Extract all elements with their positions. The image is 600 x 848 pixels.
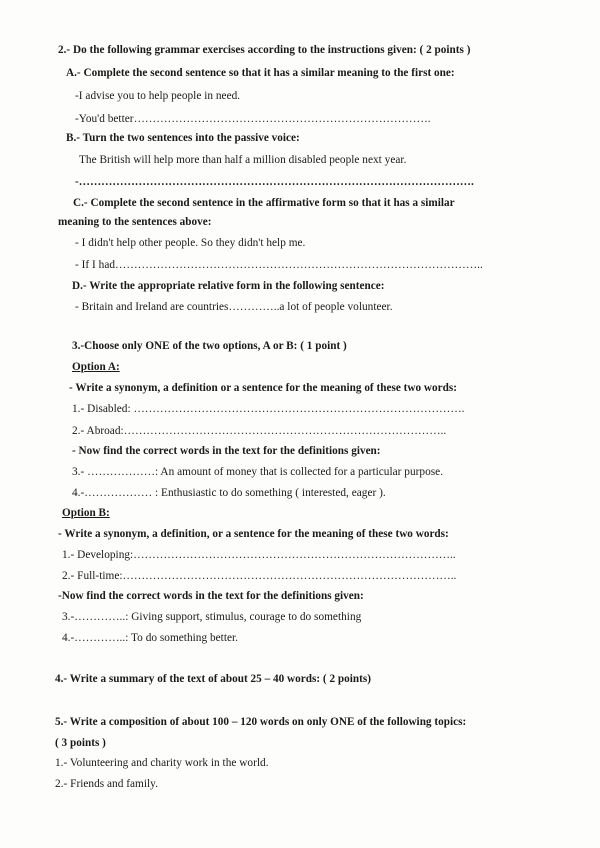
exercise-a-sentence: -I advise you to help people in need. [75,90,241,102]
option-b-label: Option B: [62,507,110,519]
option-a-word-1[interactable]: 1.- Disabled: ……………………………………………………………………………. [72,403,465,415]
option-a-definition-4[interactable]: 4.-……………… : Enthusiastic to do something ( interested, eager ). [72,487,386,499]
exercise-b-answer-line[interactable]: -……………………………………………………………………………………………. [75,176,474,188]
option-b-word-1[interactable]: 1.- Developing:………………………………………………………………………….. [62,549,456,561]
option-a-word-2[interactable]: 2.- Abroad:………………………………………………………………………….. [72,425,447,437]
section5-heading: 5.- Write a composition of about 100 – 120 words on only ONE of the following topics: [55,716,467,728]
exercise-b-title: B.- Turn the two sentences into the passive voice: [66,132,300,144]
option-a-label: Option A: [72,361,120,373]
option-a-instruction: - Write a synonym, a definition or a sentence for the meaning of these two words: [69,382,457,394]
section5-points: ( 3 points ) [55,737,106,749]
exercise-c-title-cont: meaning to the sentences above: [58,216,212,228]
exercise-a-title: A.- Complete the second sentence so that it has a similar meaning to the first one: [66,67,455,79]
section2-heading: 2.- Do the following grammar exercises according to the instructions given: ( 2 points ) [58,44,471,56]
section3-heading: 3.-Choose only ONE of the two options, A or B: ( 1 point ) [72,340,347,352]
topic-2: 2.- Friends and family. [55,778,158,790]
option-a-find-instruction: - Now find the correct words in the text for the definitions given: [72,445,381,457]
option-a-definition-3[interactable]: 3.- ………………: An amount of money that is collected for a particular purpose. [72,466,444,478]
exercise-b-sentence: The British will help more than half a million disabled people next year. [79,154,407,166]
exercise-d-title: D.- Write the appropriate relative form in the following sentence: [72,280,385,292]
option-b-word-2[interactable]: 2.- Full-time:…………………………………………………………………………….. [62,570,457,582]
exercise-a-answer-line[interactable]: -You'd better……………………………………………………………………. [75,113,431,125]
section4-heading: 4.- Write a summary of the text of about 25 – 40 words: ( 2 points) [55,673,372,685]
option-b-instruction: - Write a synonym, a definition, or a sentence for the meaning of these two words: [58,528,449,540]
exercise-c-sentence: - I didn't help other people. So they didn't help me. [75,237,306,249]
topic-1: 1.- Volunteering and charity work in the world. [55,757,269,769]
option-b-definition-3[interactable]: 3.-…………..: Giving support, stimulus, courage to do something [62,611,362,623]
exercise-d-sentence[interactable]: - Britain and Ireland are countries…………..a lot of people volunteer. [75,301,393,313]
option-b-find-instruction: -Now find the correct words in the text for the definitions given: [58,590,364,602]
exercise-c-answer-line[interactable]: - If I had…………………………………………………………………………………….. [75,259,483,271]
exercise-c-title: C.- Complete the second sentence in the affirmative form so that it has a similar [73,197,455,209]
option-b-definition-4[interactable]: 4.-…………..: To do something better. [62,632,239,644]
